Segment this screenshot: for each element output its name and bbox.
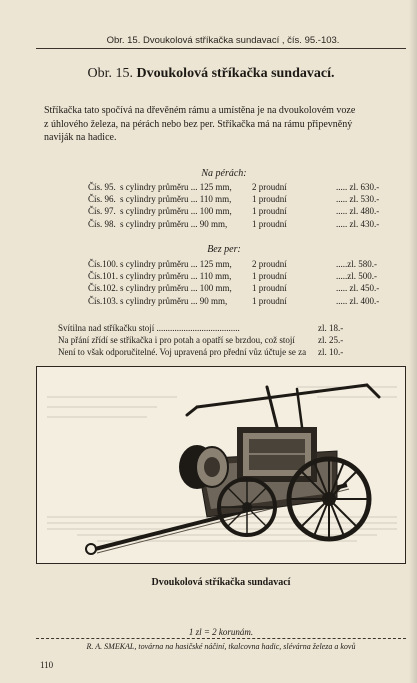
table-row — [88, 193, 388, 205]
extra-price: zl. 10.- — [318, 347, 344, 358]
cylinder-desc: s cylindry průměru ... 125 mm, — [120, 259, 232, 269]
extra-item — [58, 322, 378, 334]
jet-count: 1 proudní — [252, 194, 287, 205]
price: ..... zl. 480.- — [336, 206, 380, 217]
right-wheel — [289, 459, 369, 539]
extra-item — [58, 346, 378, 358]
cylinder-desc: s cylindry průměru ... 125 mm, — [120, 182, 232, 192]
intro-line: Stříkačka tato spočívá na dřevěném rámu a umístěna je na dvoukolovém voze — [44, 105, 356, 116]
model-number: Čís.100. — [88, 259, 119, 269]
intro-line: naviják na hadice. — [44, 132, 117, 143]
cylinder-desc: s cylindry průměru ... 90 mm, — [120, 218, 228, 229]
table-row — [88, 205, 388, 217]
title-main: Dvoukolová stříkačka sundavací. — [136, 66, 335, 81]
extra-item — [58, 334, 378, 346]
table-row — [88, 258, 388, 270]
model-number: Čís.102. — [88, 283, 119, 294]
jet-count: 1 proudní — [252, 271, 287, 282]
price: .....zl. 500.- — [336, 271, 377, 282]
cylinder-desc: s cylindry průměru ... 110 mm, — [120, 194, 232, 205]
currency-note: 1 zl = 2 korunám. — [188, 627, 254, 637]
left-wheel — [219, 479, 275, 535]
jet-count: 1 proudní — [252, 206, 287, 217]
price-table-with-springs — [88, 181, 388, 230]
page-title — [36, 66, 386, 82]
model-number: Čís. 95. — [88, 182, 116, 192]
cylinder-desc: s cylindry průměru ... 110 mm, — [120, 271, 232, 282]
table-row — [88, 295, 388, 307]
subheading-with-springs: Na pérách: — [201, 168, 247, 179]
jet-count: 2 proudní — [252, 259, 287, 269]
price: .....zl. 580.- — [336, 259, 377, 269]
table-row — [88, 218, 388, 230]
price: ..... zl. 630.- — [336, 182, 380, 192]
title-prefix: Obr. 15. — [87, 66, 133, 81]
header-rule — [36, 48, 406, 49]
fire-pump-illustration — [37, 367, 405, 563]
price: ..... zl. 530.- — [336, 194, 380, 205]
subheading-without-springs: Bez per: — [207, 244, 241, 255]
intro-paragraph — [44, 104, 404, 145]
model-number: Čís. 97. — [88, 206, 116, 217]
jet-count: 2 proudní — [252, 182, 287, 192]
extras-list — [58, 322, 378, 359]
price: ..... zl. 430.- — [336, 218, 380, 229]
page-edge-shadow — [409, 0, 417, 683]
cylinder-desc: s cylindry průměru ... 100 mm, — [120, 283, 232, 294]
publisher-imprint: R. A. SMEKAL, továrna na hasičské náčiní, tkalcovna hadic, slévárna železa a kovů — [86, 642, 356, 651]
jet-count: 1 proudní — [252, 295, 287, 306]
table-row — [88, 181, 388, 193]
model-number: Čís. 96. — [88, 194, 116, 205]
table-row — [88, 270, 388, 282]
model-number: Čís. 98. — [88, 218, 116, 229]
figure-caption: Dvoukolová stříkačka sundavací — [151, 577, 291, 588]
running-head: Obr. 15. Dvoukolová stříkačka sundavací , čís. 95.-103. — [106, 35, 340, 46]
jet-count: 1 proudní — [252, 283, 287, 294]
extra-label: Na přání zřídí se stříkačka i pro potah a opatří se brzdou, což stojí — [58, 335, 295, 346]
price: ..... zl. 400.- — [336, 295, 380, 306]
price: ..... zl. 450.- — [336, 283, 380, 294]
extra-label: Svítilna nad stříkačku stojí ..................................... — [58, 323, 240, 333]
model-number: Čís.101. — [88, 271, 119, 282]
jet-count: 1 proudní — [252, 218, 287, 229]
pump-handles — [187, 385, 379, 427]
engraving-figure — [36, 366, 406, 564]
price-table-without-springs — [88, 258, 388, 307]
extra-price: zl. 18.- — [318, 323, 344, 333]
model-number: Čís.103. — [88, 295, 119, 306]
table-row — [88, 282, 388, 294]
hose-reel — [179, 445, 228, 489]
extra-price: zl. 25.- — [318, 335, 344, 346]
cylinder-desc: s cylindry průměru ... 100 mm, — [120, 206, 232, 217]
page-number: 110 — [40, 660, 54, 670]
cylinder-desc: s cylindry průměru ... 90 mm, — [120, 295, 228, 306]
footer-dashed-rule — [36, 638, 406, 639]
extra-label: Není to však odporučitelné. Voj upravená pro přední vůz účtuje se za — [58, 347, 307, 358]
intro-line: z úhlového železa, na pérách nebo bez per. Stříkačka má na rámu připevněný — [44, 118, 353, 130]
